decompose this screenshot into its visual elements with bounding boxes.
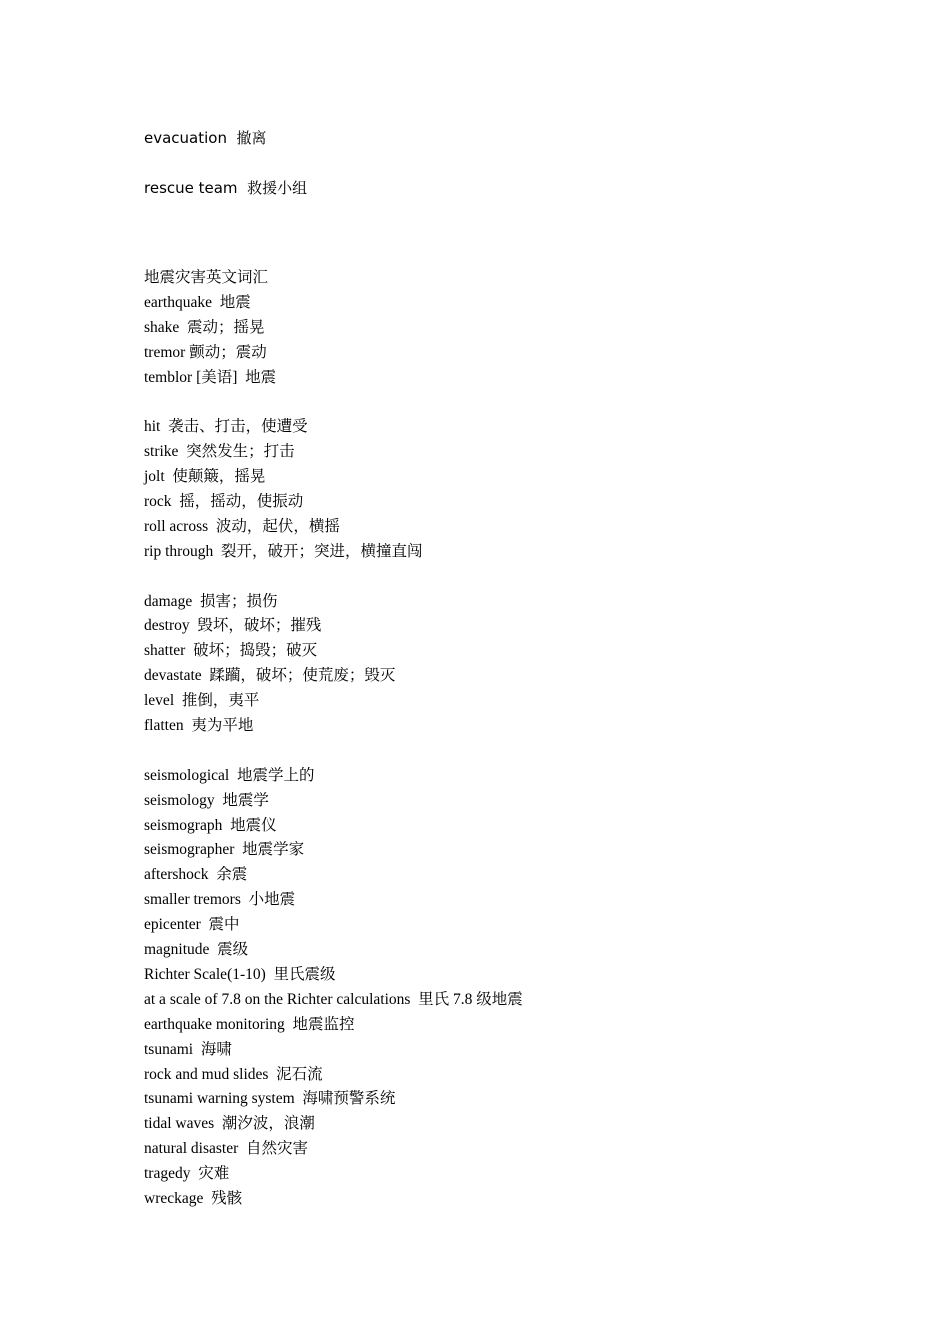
vocab-entry: seismographer 地震学家 bbox=[144, 841, 305, 859]
vocab-entry: roll across 波动，起伏，横摇 bbox=[144, 517, 340, 535]
vocab-entry: rip through 裂开，破开；突进，横撞直闯 bbox=[144, 542, 423, 560]
vocab-entry: devastate 蹂躏，破坏；使荒废；毁灭 bbox=[144, 667, 396, 685]
vocab-entry: seismology 地震学 bbox=[144, 791, 269, 809]
vocab-entry: level 推倒，夷平 bbox=[144, 692, 260, 710]
vocab-entry: flatten 夷为平地 bbox=[144, 717, 254, 735]
vocabulary-list bbox=[144, 266, 844, 1212]
vocab-entry: tidal waves 潮汐波，浪潮 bbox=[144, 1115, 315, 1133]
intro-line-evacuation: evacuation 撤离 bbox=[144, 129, 267, 147]
vocab-entry: wreckage 残骸 bbox=[144, 1189, 243, 1207]
vocab-entry: damage 损害；损伤 bbox=[144, 592, 278, 610]
group-spacer bbox=[144, 565, 844, 590]
section-heading: 地震灾害英文词汇 bbox=[144, 269, 269, 286]
vocab-entry: magnitude 震级 bbox=[144, 941, 249, 959]
vocab-entry: earthquake 地震 bbox=[144, 293, 251, 311]
vocab-entry: earthquake monitoring 地震监控 bbox=[144, 1015, 355, 1033]
vocab-entry: temblor [美语] 地震 bbox=[144, 368, 277, 386]
vocab-entry: tsunami 海啸 bbox=[144, 1040, 232, 1058]
vocab-entry: smaller tremors 小地震 bbox=[144, 891, 296, 909]
vocab-entry: seismograph 地震仪 bbox=[144, 816, 277, 834]
vocab-entry: shake 震动；摇晃 bbox=[144, 318, 265, 336]
vocab-entry: tsunami warning system 海啸预警系统 bbox=[144, 1090, 396, 1108]
vocab-entry: rock 摇，摇动，使振动 bbox=[144, 493, 304, 511]
vocab-entry: natural disaster 自然灾害 bbox=[144, 1140, 309, 1158]
vocab-entry: destroy 毁坏，破坏；摧残 bbox=[144, 617, 322, 635]
vocab-entry: Richter Scale(1-10) 里氏震级 bbox=[144, 965, 336, 983]
vocab-entry: tragedy 灾难 bbox=[144, 1165, 230, 1183]
vocab-entry: epicenter 震中 bbox=[144, 916, 240, 934]
group-spacer bbox=[144, 390, 844, 415]
vocab-entry: strike 突然发生；打击 bbox=[144, 443, 295, 461]
vocab-entry: hit 袭击、打击，使遭受 bbox=[144, 418, 308, 436]
group-spacer bbox=[144, 739, 844, 764]
vocab-entry: shatter 破坏；捣毁；破灭 bbox=[144, 642, 318, 660]
vocab-entry: rock and mud slides 泥石流 bbox=[144, 1065, 323, 1083]
vocab-entry: jolt 使颠簸，摇晃 bbox=[144, 468, 266, 486]
intro-line-rescue-team: rescue team 救援小组 bbox=[144, 179, 308, 197]
vocab-entry: seismological 地震学上的 bbox=[144, 766, 315, 784]
vocab-entry: tremor 颤动；震动 bbox=[144, 343, 267, 361]
vocab-entry: at a scale of 7.8 on the Richter calculations 里氏 7.8 级地震 bbox=[144, 990, 523, 1008]
vocab-entry: aftershock 余震 bbox=[144, 866, 248, 884]
